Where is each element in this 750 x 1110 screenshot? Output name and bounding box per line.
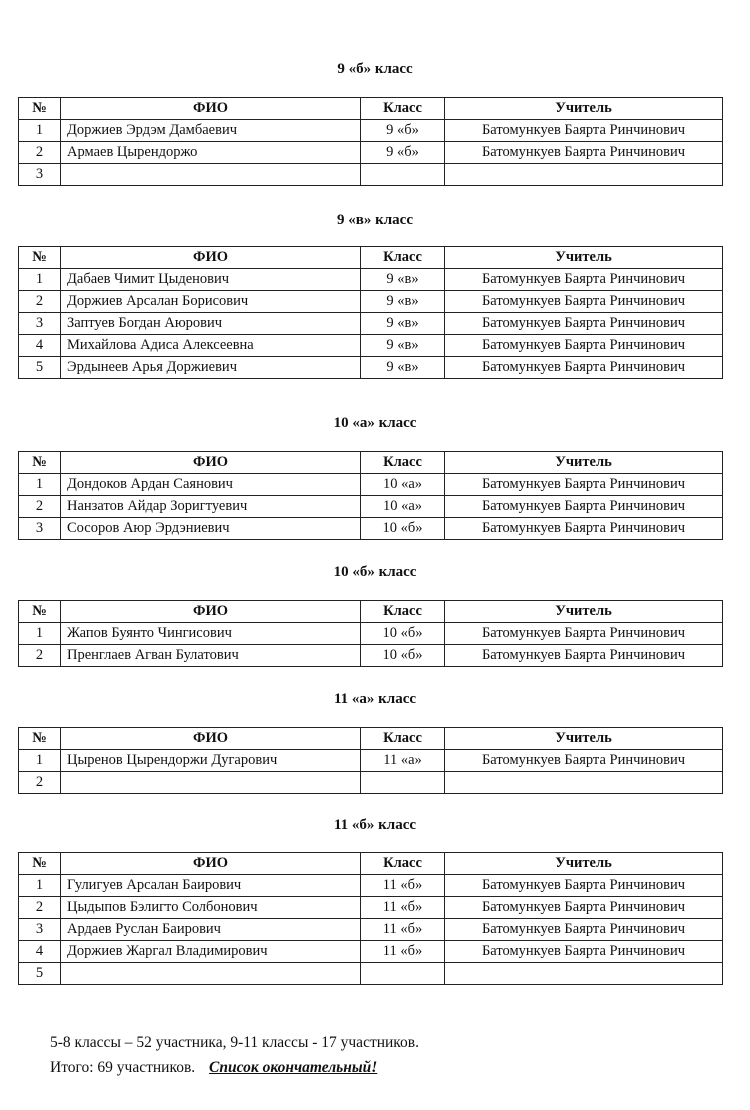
header-class: Класс (361, 452, 445, 474)
summary-line (50, 1031, 419, 1055)
cell-number: 1 (19, 750, 61, 772)
cell-class (361, 772, 445, 794)
section-title-10b: 10 «б» класс (333, 564, 417, 580)
header-number: № (19, 247, 61, 269)
cell-class: 9 «в» (361, 313, 445, 335)
cell-class: 11 «б» (361, 919, 445, 941)
cell-teacher: Батомункуев Баярта Ринчинович (445, 496, 723, 518)
cell-full-name (61, 164, 361, 186)
cell-teacher: Батомункуев Баярта Ринчинович (445, 357, 723, 379)
cell-number: 4 (19, 335, 61, 357)
cell-full-name: Цыренов Цырендоржи Дугарович (61, 750, 361, 772)
header-class: Класс (361, 98, 445, 120)
header-class: Класс (361, 601, 445, 623)
table-header-row (19, 98, 723, 120)
cell-number: 2 (19, 291, 61, 313)
table-row (19, 875, 723, 897)
cell-teacher: Батомункуев Баярта Ринчинович (445, 941, 723, 963)
cell-teacher: Батомункуев Баярта Ринчинович (445, 142, 723, 164)
header-class: Класс (361, 728, 445, 750)
table-row (19, 313, 723, 335)
roster-table-11b (18, 852, 723, 985)
cell-full-name: Михайлова Адиса Алексеевна (61, 335, 361, 357)
cell-class: 9 «в» (361, 291, 445, 313)
cell-teacher: Батомункуев Баярта Ринчинович (445, 897, 723, 919)
cell-full-name: Заптуев Богдан Аюрович (61, 313, 361, 335)
roster-table-9b (18, 97, 723, 186)
table-row (19, 518, 723, 540)
section-title-9v: 9 «в» класс (337, 212, 413, 228)
header-teacher: Учитель (445, 728, 723, 750)
cell-teacher: Батомункуев Баярта Ринчинович (445, 291, 723, 313)
cell-class (361, 164, 445, 186)
header-full-name: ФИО (61, 728, 361, 750)
table-row (19, 120, 723, 142)
cell-full-name: Дондоков Ардан Саянович (61, 474, 361, 496)
cell-number: 1 (19, 269, 61, 291)
cell-number: 2 (19, 142, 61, 164)
cell-number: 1 (19, 623, 61, 645)
cell-teacher: Батомункуев Баярта Ринчинович (445, 875, 723, 897)
header-number: № (19, 853, 61, 875)
roster-table-10b (18, 600, 723, 667)
cell-number: 2 (19, 496, 61, 518)
cell-teacher: Батомункуев Баярта Ринчинович (445, 518, 723, 540)
table-row (19, 357, 723, 379)
section-title-11a: 11 «а» класс (333, 691, 417, 707)
cell-teacher: Батомункуев Баярта Ринчинович (445, 750, 723, 772)
header-teacher: Учитель (445, 452, 723, 474)
table-row (19, 142, 723, 164)
header-teacher: Учитель (445, 853, 723, 875)
section-title-10a: 10 «а» класс (333, 415, 417, 431)
cell-full-name: Ардаев Руслан Баирович (61, 919, 361, 941)
table-header-row (19, 601, 723, 623)
table-row (19, 623, 723, 645)
cell-teacher: Батомункуев Баярта Ринчинович (445, 645, 723, 667)
cell-teacher: Батомункуев Баярта Ринчинович (445, 269, 723, 291)
final-note: Список окончательный! (209, 1059, 378, 1076)
header-number: № (19, 452, 61, 474)
table-row (19, 474, 723, 496)
cell-full-name (61, 772, 361, 794)
cell-number: 4 (19, 941, 61, 963)
cell-class: 10 «б» (361, 518, 445, 540)
roster-table-9v (18, 246, 723, 379)
cell-number: 3 (19, 518, 61, 540)
cell-number: 5 (19, 963, 61, 985)
cell-teacher: Батомункуев Баярта Ринчинович (445, 120, 723, 142)
header-number: № (19, 98, 61, 120)
header-full-name: ФИО (61, 98, 361, 120)
cell-class: 9 «в» (361, 335, 445, 357)
table-row (19, 496, 723, 518)
table-row (19, 291, 723, 313)
cell-full-name: Сосоров Аюр Эрдэниевич (61, 518, 361, 540)
cell-class: 11 «б» (361, 941, 445, 963)
cell-number: 5 (19, 357, 61, 379)
cell-full-name: Жапов Буянто Чингисович (61, 623, 361, 645)
header-teacher: Учитель (445, 247, 723, 269)
cell-class: 9 «в» (361, 269, 445, 291)
header-number: № (19, 728, 61, 750)
total-text: Итого: 69 участников. (50, 1059, 196, 1076)
header-full-name: ФИО (61, 601, 361, 623)
cell-class: 10 «а» (361, 496, 445, 518)
cell-teacher (445, 963, 723, 985)
cell-full-name: Гулигуев Арсалан Баирович (61, 875, 361, 897)
header-class: Класс (361, 247, 445, 269)
cell-class: 9 «б» (361, 120, 445, 142)
table-row (19, 750, 723, 772)
cell-number: 2 (19, 772, 61, 794)
table-row (19, 645, 723, 667)
cell-full-name: Дабаев Чимит Цыденович (61, 269, 361, 291)
cell-class: 10 «б» (361, 623, 445, 645)
cell-teacher: Батомункуев Баярта Ринчинович (445, 623, 723, 645)
table-row (19, 269, 723, 291)
cell-teacher: Батомункуев Баярта Ринчинович (445, 474, 723, 496)
cell-number: 2 (19, 897, 61, 919)
cell-full-name: Армаев Цырендоржо (61, 142, 361, 164)
cell-class: 9 «в» (361, 357, 445, 379)
table-row (19, 897, 723, 919)
header-teacher: Учитель (445, 601, 723, 623)
cell-full-name: Доржиев Эрдэм Дамбаевич (61, 120, 361, 142)
cell-class: 11 «б» (361, 875, 445, 897)
cell-class: 10 «б» (361, 645, 445, 667)
cell-number: 1 (19, 120, 61, 142)
cell-class: 10 «а» (361, 474, 445, 496)
cell-full-name (61, 963, 361, 985)
cell-teacher (445, 164, 723, 186)
cell-teacher: Батомункуев Баярта Ринчинович (445, 919, 723, 941)
header-teacher: Учитель (445, 98, 723, 120)
total-line (50, 1056, 377, 1080)
cell-full-name: Эрдынеев Арья Доржиевич (61, 357, 361, 379)
table-row (19, 164, 723, 186)
cell-full-name: Нанзатов Айдар Зоригтуевич (61, 496, 361, 518)
table-row (19, 941, 723, 963)
cell-number: 3 (19, 164, 61, 186)
summary-text: 5-8 классы – 52 участника, 9-11 классы - 17 участников. (50, 1034, 419, 1051)
cell-number: 3 (19, 919, 61, 941)
header-full-name: ФИО (61, 452, 361, 474)
cell-class: 9 «б» (361, 142, 445, 164)
section-title-11b: 11 «б» класс (333, 817, 417, 833)
cell-class: 11 «б» (361, 897, 445, 919)
cell-full-name: Доржиев Арсалан Борисович (61, 291, 361, 313)
cell-full-name: Доржиев Жаргал Владимирович (61, 941, 361, 963)
table-row (19, 335, 723, 357)
table-header-row (19, 247, 723, 269)
header-class: Класс (361, 853, 445, 875)
roster-table-10a (18, 451, 723, 540)
cell-number: 1 (19, 474, 61, 496)
cell-number: 2 (19, 645, 61, 667)
cell-number: 1 (19, 875, 61, 897)
roster-table-11a (18, 727, 723, 794)
table-row (19, 772, 723, 794)
cell-full-name: Пренглаев Агван Булатович (61, 645, 361, 667)
header-full-name: ФИО (61, 853, 361, 875)
section-title-9b: 9 «б» класс (337, 61, 413, 77)
cell-teacher: Батомункуев Баярта Ринчинович (445, 335, 723, 357)
table-row (19, 963, 723, 985)
header-full-name: ФИО (61, 247, 361, 269)
table-row (19, 919, 723, 941)
header-number: № (19, 601, 61, 623)
cell-teacher (445, 772, 723, 794)
cell-class (361, 963, 445, 985)
table-header-row (19, 452, 723, 474)
cell-number: 3 (19, 313, 61, 335)
cell-class: 11 «а» (361, 750, 445, 772)
cell-full-name: Цыдыпов Бэлигто Солбонович (61, 897, 361, 919)
table-header-row (19, 853, 723, 875)
table-header-row (19, 728, 723, 750)
cell-teacher: Батомункуев Баярта Ринчинович (445, 313, 723, 335)
